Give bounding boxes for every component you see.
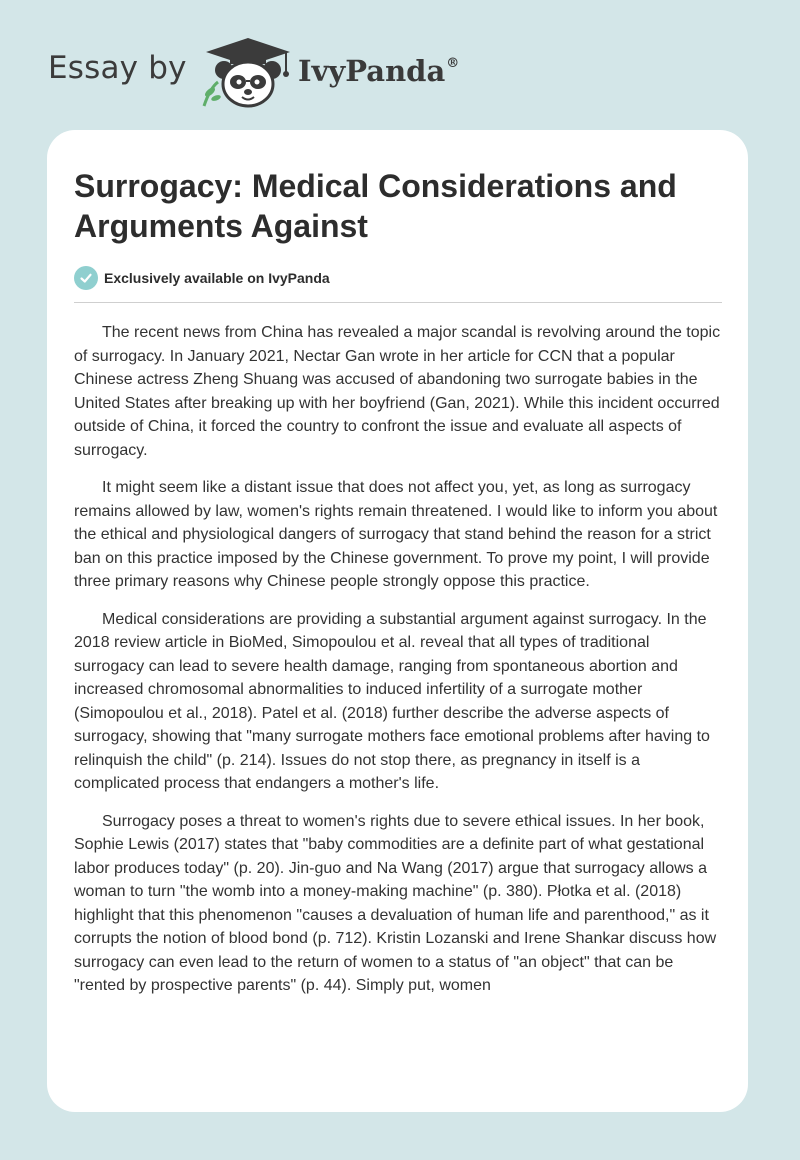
essay-by-label: Essay by bbox=[48, 50, 187, 86]
site-header bbox=[0, 0, 800, 130]
essay-body bbox=[74, 321, 722, 1081]
page-title: Surrogacy: Medical Considerations and Arguments Against bbox=[74, 168, 677, 244]
essay-card bbox=[47, 130, 748, 1112]
paragraph: Surrogacy poses a threat to women's rights due to severe ethical issues. In her book, Sophie Lewis (2017) states that "baby commodities are a definite part of what gestational labor produces today" (p. 20). Jin-guo and Na Wang (2017) argue that surrogacy allows a woman to turn "the womb into a money-making machine" (p. 380). Płotka et al. (2018) highlight that this phenomenon "causes a devaluation of human life and parenthood," as it corrupts the notion of blood bond (p. 712). Kristin Lozanski and Irene Shankar discuss how surrogacy can even lead to the return of women to a status of "an object" that can be "rented by prospective parents" (p. 44). Simply put, women bbox=[74, 812, 717, 994]
check-icon bbox=[74, 266, 98, 290]
paragraph: Medical considerations are providing a substantial argument against surrogacy. In the 2018 review article in BioMed, Simopoulou et al. reveal that all types of traditional surrogacy can lead to severe health damage, ranging from spontaneous abortion and increased chromosomal abnormalities to induced infertility of a surrogate mother (Simopoulou et al., 2018). Patel et al. (2018) further describe the adverse aspects of surrogacy, showing that "many surrogate mothers face emotional problems after having to relinquish the child" (p. 214). Issues do not stop there, as pregnancy in itself is a complicated process that endangers a mother's life. bbox=[74, 610, 710, 792]
brand-text: IvyPanda bbox=[298, 54, 446, 88]
exclusive-badge bbox=[74, 265, 330, 291]
badge-label: Exclusively available on IvyPanda bbox=[104, 270, 330, 286]
brand-name[interactable] bbox=[298, 54, 459, 88]
paragraph: The recent news from China has revealed a major scandal is revolving around the topic of surrogacy. In January 2021, Nectar Gan wrote in her article for CCN that a popular Chinese actress Zheng Shuang was accused of abandoning two surrogate babies in the United States after breaking up with her boyfriend (Gan, 2021). While this incident occurred outside of China, it forced the country to confront the issue and evaluate all aspects of surrogacy. bbox=[74, 324, 721, 459]
panda-graduate-icon[interactable] bbox=[200, 36, 296, 110]
divider bbox=[74, 302, 722, 303]
paragraph: It might seem like a distant issue that does not affect you, yet, as long as surrogacy remains allowed by law, women's rights remain threatened. I would like to inform you about the ethical and physiological dangers of surrogacy that stand behind the reason for a strict ban on this practice imposed by the Chinese government. To prove my point, I will provide three primary reasons why Chinese people strongly oppose this practice. bbox=[74, 479, 718, 590]
registered-mark: ® bbox=[446, 56, 460, 71]
